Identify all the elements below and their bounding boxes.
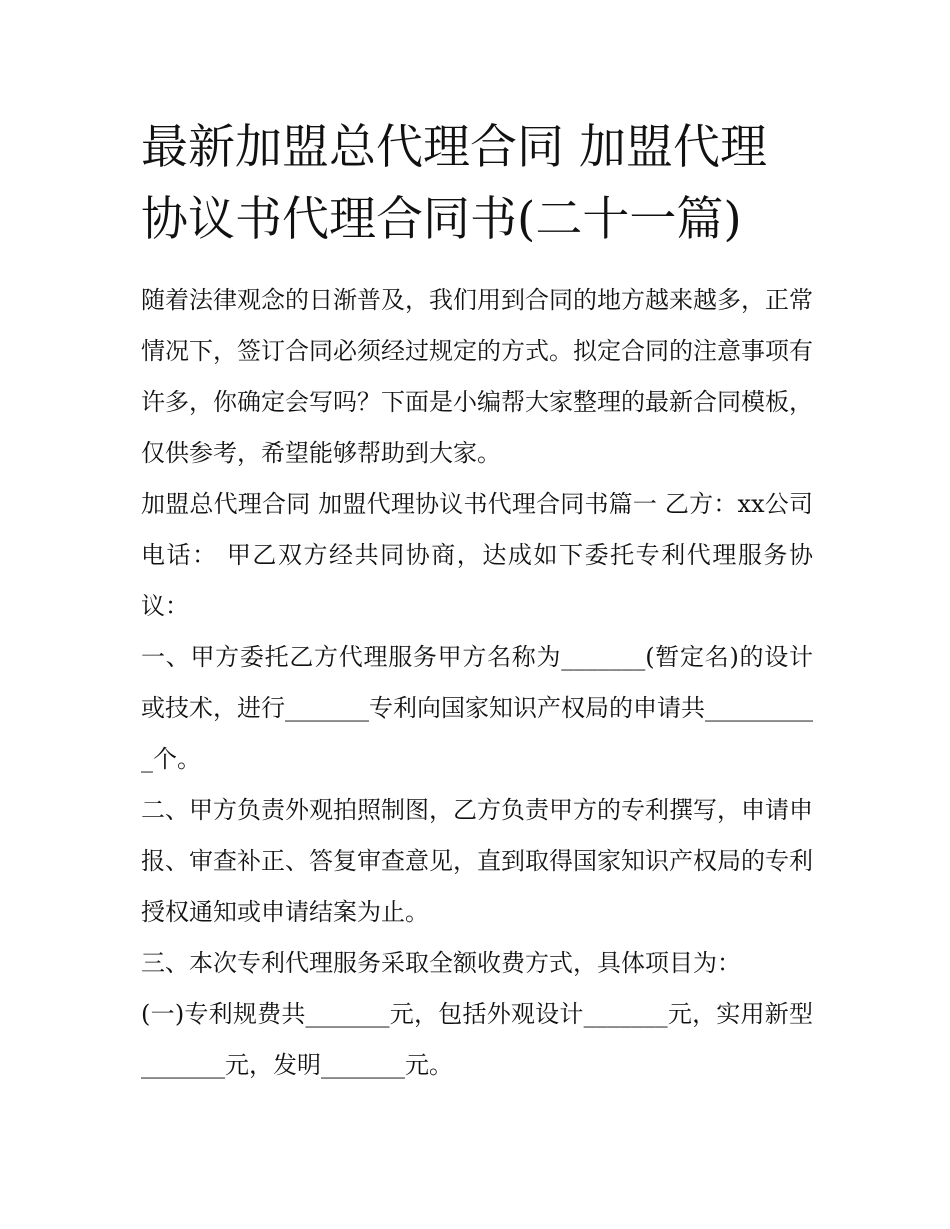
document-content — [141, 112, 813, 1091]
document-title: 最新加盟总代理合同 加盟代理协议书代理合同书(二十一篇) — [141, 120, 767, 247]
paragraph-intro: 随着法律观念的日渐普及，我们用到合同的地方越来越多，正常情况下，签订合同必须经过规定的方式。拟定合同的注意事项有许多，你确定会写吗？下面是小编帮大家整理的最新合同模板，仅供参考，希望能够帮助到大家。 — [141, 286, 813, 467]
paragraph-clause-2: 二、甲方负责外观拍照制图，乙方负责甲方的专利撰写，申请申报、审查补正、答复审查意见，直到取得国家知识产权局的专利授权通知或申请结案为止。 — [141, 796, 813, 926]
paragraph-parties: 加盟总代理合同 加盟代理协议书代理合同书篇一 乙方：xx公司电话： 甲乙双方经共同协商，达成如下委托专利代理服务协议： — [141, 490, 813, 620]
document-body — [141, 275, 813, 1091]
paragraph-clause-3: 三、本次专利代理服务采取全额收费方式，具体项目为： — [141, 949, 741, 977]
paragraph-clause-3-1: (一)专利规费共_______元，包括外观设计_______元，实用新型_______元，发明_______元。 — [141, 1000, 813, 1079]
paragraph-clause-1: 一、甲方委托乙方代理服务甲方名称为_______(暂定名)的设计或技术，进行_______专利向国家知识产权局的申请共__________个。 — [141, 643, 813, 773]
